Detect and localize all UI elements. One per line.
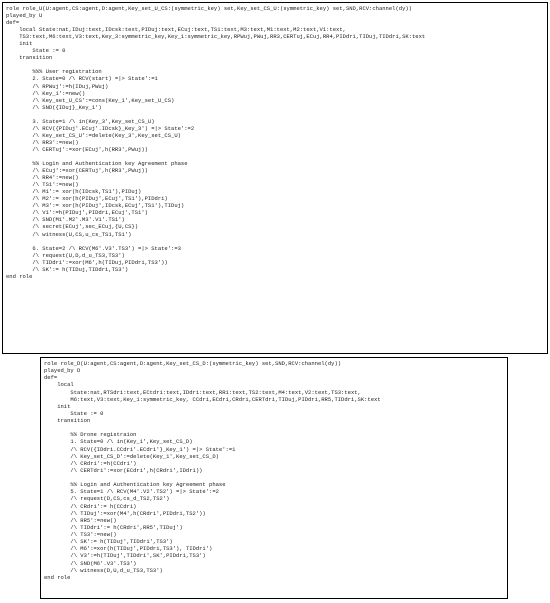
code-line [6,238,544,245]
code-line: /\ CERTuj':=xor(ECuj',h(RR3',PWuj)) [6,145,148,153]
code-line: /\ Key_set_U_CS':=cons(Key_1',Key_set_U_CS) [6,96,175,104]
code-line: /\ RPWuj':=h(IDuj,PWuj) [6,82,109,90]
code-line: /\ SND(M6'.V3'.TS3') [44,559,137,567]
code-line: transition [44,417,91,424]
role-u-code-block [2,2,548,354]
code-line: /\ CERTdri':=xor(ECdri',h(CRdri',IDdri)) [44,466,203,474]
code-line: /\ SK':= h(TIDuj',TIDdri',TS3') [44,538,173,546]
code-line: %%% User registration [6,68,102,76]
code-line: local State:nat,IDuj:text,IDcsk:text,PIDuj:text,ECuj:text,TS1:text,M3:text,M1:text,M2:text,V1:text, [6,26,346,34]
code-line: %% Drone registraion [44,431,137,439]
code-line [6,61,544,68]
code-line: /\ witness(U,CS,u_cs_TS1,TS1') [6,230,132,238]
code-line: M6:text,V3:text,Key_1:symmetric_key, CCdri,ECdri,CRdri,CERTdri,TIDuj,PIDdri,RR5,TIDdri,SK:text [44,395,381,403]
code-line: def= [6,19,20,27]
code-line: /\ Key_set_CS_D':=delete(Key_1',Key_set_CS_D) [44,452,219,460]
code-line: /\ V3':=h(TIDuj',TIDdri',SK',PIDdri,TS3') [44,552,206,560]
code-line: /\ ECuj':=xor(CERTuj',h(RR3',PWuj)) [6,167,148,175]
code-line: /\ TIDdri':=xor(M6',h(TIDuj,PIDdri,TS3')) [6,258,168,266]
code-line: /\ Key_1':=new() [6,89,86,97]
code-line: init [44,402,71,410]
code-line: /\ CRdri':= h(CCdri) [44,502,137,510]
code-line: /\ RR4':=new() [6,174,79,182]
code-line: /\ CRdri':=h(CCdri') [44,459,137,467]
code-line: role role_U(U:agent,CS:agent,D:agent,Key_set_U_CS:(symmetric_key) set,Key_set_CS_U:(symmetric_key) set,SND,RCV:channel(dy)) [6,5,412,12]
code-line [44,424,504,431]
code-line: def= [44,374,58,382]
code-line: /\ M6':=xor(h(TIDuj',PIDdri,TS3'), TIDdri') [44,545,213,553]
code-line: /\ secret(ECuj',sec_ECuj,{U,CS}) [6,223,139,231]
code-line: /\ Key_set_CS_U':=delete(Key_3',Key_set_CS_U) [6,131,181,139]
role-d-code-block [40,357,508,599]
code-line: TS3:text,M6:text,V3:text,Key_3:symmetric_key,Key_1:symmetric_key,RPWuj,PWuj,RR3,CERTuj,ECuj,RR4,PIDdri,TIDuj,TIDdri,SK:text [6,33,426,41]
code-line [44,474,504,481]
code-line: 3. State=1 /\ in(Key_3',Key_set_CS_U) [6,117,155,125]
code-line: 5. State=1 /\ RCV(M4'.V2'.TS2') =|> State':=2 [44,488,219,496]
code-line: 1. State=0 /\ in(Key_1',Key_set_CS_D) [44,438,193,446]
code-line: /\ M2':= xor(h(PIDuj',ECuj',TS1'),PIDdri) [6,195,168,203]
code-line: /\ M1':= xor(h(IDcsk,TS1'),PIDuj) [6,188,142,196]
code-line: /\ TS1':=new() [6,181,79,189]
code-line: State := 0 [6,47,66,55]
code-line: /\ TS3':=new() [44,531,117,538]
code-line: end role [44,573,71,581]
code-line: 2. State=0 /\ RCV(start) =|> State':=1 [6,75,158,83]
code-line: /\ RCV({PIDuj'.ECuj'.IDcsk}_Key_3') =|> State':=2 [6,124,195,132]
code-line: played_by D [44,367,81,375]
code-line: /\ RR3':=new() [6,138,79,146]
role-u-code [6,5,544,280]
code-line: State:nat,RTSdri:text,ECtdri:text,IDdri:text,RR1:text,TS2:text,M4:text,V2:text,TS3:text, [44,388,361,396]
role-d-code [44,360,504,581]
code-line: init [6,40,33,48]
code-line: /\ M3':= xor(h(PIDuj',IDcsk,ECuj',TS1'),TIDuj) [6,202,185,210]
code-line [6,153,544,160]
code-line: /\ RR5':=new() [44,516,117,524]
code-line: role role_D(U:agent,CS:agent,D:agent,Key_set_CS_D:(symmetric_key) set,SND,RCV:channel(dy)) [44,360,342,367]
code-line: /\ TIDuj':=xor(M4',h(CRdri',PIDdri,TS2')) [44,509,206,517]
code-line: /\ SK':= h(TIDuj,TIDdri,TS3') [6,265,129,273]
code-line: played_by U [6,12,43,20]
code-line: State := 0 [44,409,104,417]
code-line: /\ V1':=h(PIDuj',PIDdri,ECuj',TS1') [6,209,148,217]
code-line: %% Login and Authentication key Agreement phase [44,481,226,489]
code-line: transition [6,54,53,62]
code-line: local [44,381,74,389]
code-line: /\ TIDdri':= h(CRdri',RR5',TIDuj') [44,523,183,531]
code-line [6,111,544,118]
code-line: end role [6,272,33,280]
code-line: 6. State=2 /\ RCV(M6'.V3'.TS3') =|> State':=3 [6,244,181,252]
code-line: /\ RCV({IDdri.CCdri'.ECdri'}_Key_1') =|> State':=1 [44,445,236,453]
code-line: %% Login and Authentication key Agreement phase [6,160,188,168]
code-line: /\ request(U,D,d_u_TS3,TS3') [6,251,125,259]
code-line: /\ SND({IDuj}_Key_1') [6,103,102,111]
code-line: /\ SND(M1'.M2'.M3'.V1'.TS1') [6,216,125,224]
code-line: /\ witness(D,U,d_u_TS3,TS3') [44,566,163,574]
code-line: /\ request(D,CS,cs_d_TS2,TS2') [44,495,170,503]
